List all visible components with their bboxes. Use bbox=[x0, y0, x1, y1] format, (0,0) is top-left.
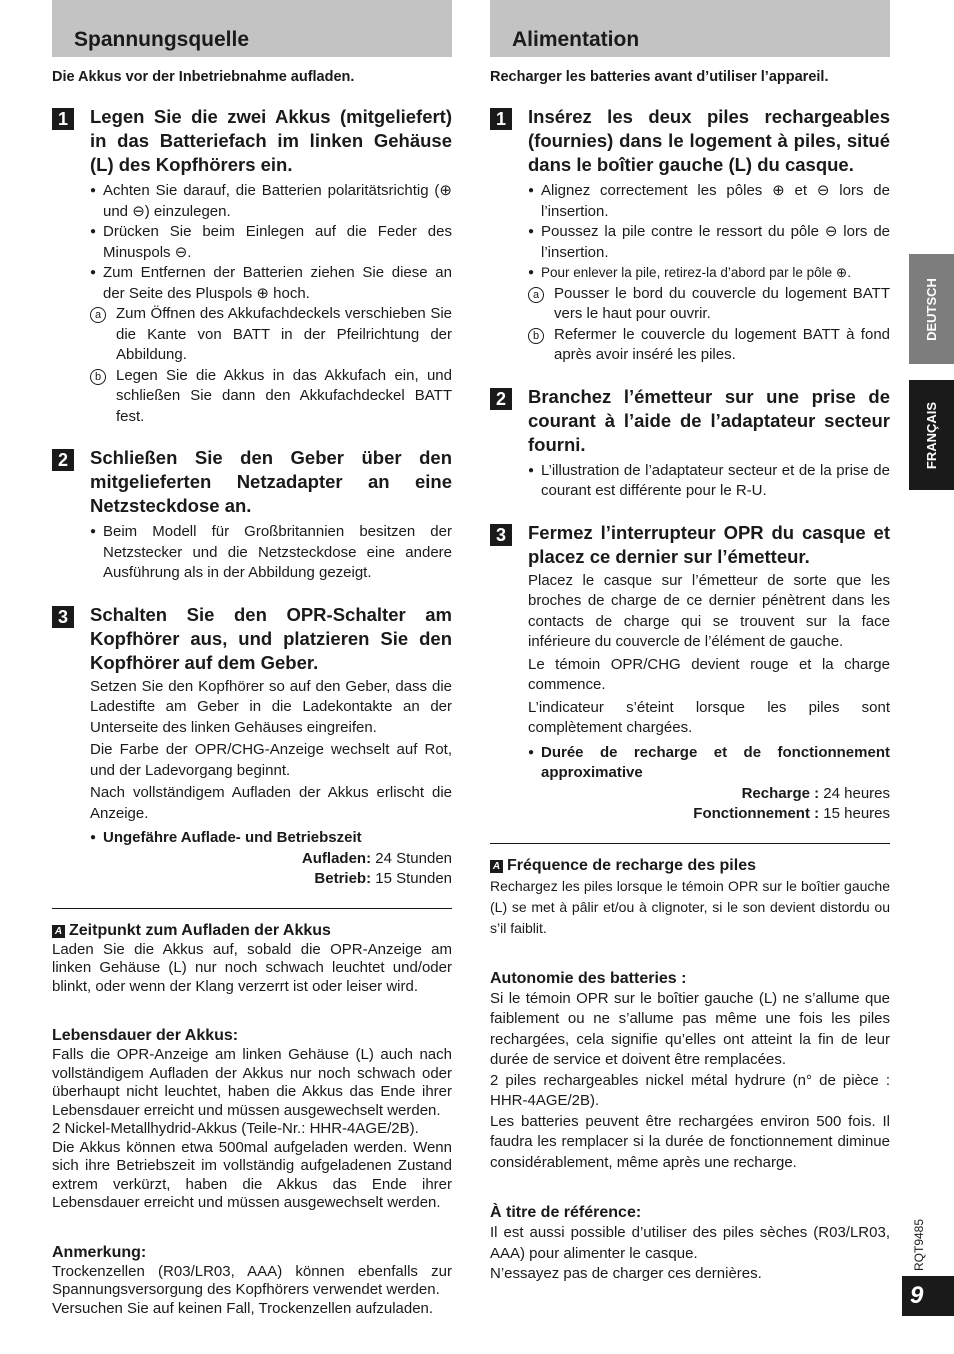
step-2 bbox=[52, 446, 452, 584]
step-3 bbox=[490, 521, 890, 825]
subsection-heading: À titre de référence: bbox=[490, 1204, 642, 1221]
subsection-heading: Autonomie des batteries : bbox=[490, 969, 687, 987]
subsection-title: Fréquence de recharge des piles bbox=[507, 856, 756, 874]
subsection-body: Versuchen Sie auf keinen Fall, Trockenzellen aufzuladen. bbox=[52, 1299, 434, 1317]
intro-text: Recharger les batteries avant d’utiliser l’appareil. bbox=[490, 69, 829, 85]
body-paragraph: Placez le casque sur l’émetteur de sorte que les broches de charge de ce dernier pénètrent dans les contacts de charge qui se trouvent sur la face inférieure du couvercle de l’élément de gauche. bbox=[528, 571, 890, 650]
body-paragraph: Le témoin OPR/CHG devient rouge et la charge commence. bbox=[528, 655, 890, 693]
bullet-item: ● Drücken Sie beim Einlegen auf die Feder des Minuspols ⊖. bbox=[90, 222, 452, 263]
step-title: Legen Sie die zwei Akkus (mitgeliefert) in das Batteriefach im linken Gehäuse (L) des Kopfhörers ein. bbox=[90, 106, 452, 175]
step-number: 3 bbox=[490, 524, 512, 546]
run-time bbox=[528, 804, 890, 825]
divider bbox=[52, 908, 452, 909]
subsection-body: Trockenzellen (R03/LR03, AAA) können ebenfalls zur Spannungsversorgung des Kopfhörers verwendet werden. bbox=[52, 1262, 452, 1298]
bullet-item: ● L’illustration de l’adaptateur secteur et de la prise de courant est différente pour le R-U. bbox=[528, 461, 890, 502]
step-number: 3 bbox=[52, 606, 74, 628]
sub-item-a bbox=[528, 284, 890, 325]
step-number: 1 bbox=[490, 108, 512, 130]
bullet-list bbox=[90, 522, 452, 584]
a-box-icon: A bbox=[490, 860, 503, 873]
run-value: 15 heures bbox=[819, 805, 890, 822]
step-title: Schließen Sie den Geber über den mitgelieferten Netzadapter an eine Netzsteckdose an. bbox=[90, 447, 452, 516]
subsection-title: Zeitpunkt zum Aufladen der Akkus bbox=[69, 921, 331, 939]
subsection-heading bbox=[490, 856, 890, 876]
step-1 bbox=[490, 105, 890, 366]
subsection-body: Die Akkus können etwa 500mal aufgeladen werden. Wenn sich ihre Betriebszeit im vollständig aufgeladenen Zustand extrem verkürzt, haben die Akkus das Ende ihrer Lebensdauer erreicht und müssen ausgewechselt werden. bbox=[52, 1138, 452, 1211]
language-tab-francais bbox=[909, 380, 954, 490]
run-value: 15 Stunden bbox=[371, 870, 452, 887]
section-title: Spannungsquelle bbox=[52, 0, 452, 57]
step-3 bbox=[52, 603, 452, 890]
body-paragraph: Nach vollständigem Aufladen der Akkus erlischt die Anzeige. bbox=[90, 784, 452, 822]
sub-item-text: Zum Öffnen des Akkufachdeckels verschieben Sie die Kante von BATT in der Pfeilrichtung der Abbildung. bbox=[116, 305, 452, 363]
charge-time bbox=[528, 784, 890, 805]
subsection-body: Il est aussi possible d’utiliser des piles sèches (R03/LR03, AAA) pour alimenter le casque. bbox=[490, 1224, 890, 1262]
body-paragraph: Die Farbe der OPR/CHG-Anzeige wechselt auf Rot, und der Ladevorgang beginnt. bbox=[90, 741, 452, 779]
charge-time bbox=[90, 849, 452, 870]
step-title: Branchez l’émetteur sur une prise de courant à l’aide de l’adaptateur secteur fourni. bbox=[528, 385, 890, 455]
language-tab-deutsch bbox=[909, 254, 954, 364]
run-label: Fonctionnement : bbox=[693, 805, 820, 822]
circle-a-icon: a bbox=[90, 307, 106, 323]
step-title: Insérez les deux piles rechargeables (fournies) dans le logement à piles, situé dans le boîtier gauche (L) du casque. bbox=[528, 106, 890, 175]
step-title: Schalten Sie den OPR-Schalter am Kopfhörer aus, und platzieren Sie den Kopfhörer auf dem Geber. bbox=[90, 603, 452, 673]
time-heading: ● Ungefähre Auflade- und Betriebszeit bbox=[90, 828, 452, 849]
charge-value: 24 Stunden bbox=[371, 849, 452, 867]
page-number: 9 bbox=[902, 1276, 954, 1316]
bullet-list bbox=[528, 461, 890, 502]
step-2 bbox=[490, 385, 890, 502]
sub-item-text: Refermer le couvercle du logement BATT à fond après avoir inséré les piles. bbox=[554, 325, 890, 363]
column-french bbox=[490, 0, 890, 1285]
bullet-item: ● Zum Entfernen der Batterien ziehen Sie diese an der Seite des Pluspols ⊕ hoch. bbox=[90, 263, 452, 304]
body-paragraph: Setzen Sie den Kopfhörer so auf den Geber, dass die Ladestifte am Geber in die Ladekontakte an der Unterseite des linken Gehäuses eingreifen. bbox=[90, 677, 452, 736]
a-box-icon: A bbox=[52, 925, 65, 938]
step-number: 2 bbox=[490, 388, 512, 410]
subsection-body: Les batteries peuvent être rechargées environ 500 fois. Il faudra les remplacer si la durée de fonctionnement diminue considérablement, même après une recharge. bbox=[490, 1112, 890, 1171]
charge-label: Recharge : bbox=[741, 784, 820, 802]
sub-item-b bbox=[90, 366, 452, 428]
bullet-list bbox=[90, 181, 452, 427]
subsection-heading bbox=[52, 921, 452, 941]
charge-value: 24 heures bbox=[819, 784, 890, 802]
bullet-list bbox=[528, 743, 890, 784]
sub-item-a bbox=[90, 304, 452, 366]
subsection-body: 2 Nickel-Metallhydrid-Akkus (Teile-Nr.: HHR-4AGE/2B). bbox=[52, 1120, 419, 1137]
bullet-list bbox=[90, 828, 452, 849]
run-label: Betrieb: bbox=[314, 870, 372, 887]
column-german bbox=[52, 0, 452, 1318]
model-code: RQT9485 bbox=[912, 1218, 927, 1272]
time-heading: ● Durée de recharge et de fonctionnement approximative bbox=[528, 743, 890, 784]
body-paragraph: L’indicateur s’éteint lorsque les piles sont complètement chargées. bbox=[528, 698, 890, 736]
sub-item-text: Pousser le bord du couvercle du logement BATT vers le haut pour ouvrir. bbox=[554, 284, 890, 322]
subsection-body: Si le témoin OPR sur le boîtier gauche (L) ne s’allume que faiblement ou ne s’allume pas même une fois les piles rechargées, cela signifie qu’elles ont atteint la fin de leur durée de service et doivent être remplacées. bbox=[490, 989, 890, 1068]
bullet-item: ● Alignez correctement les pôles ⊕ et ⊖ lors de l’insertion. bbox=[528, 181, 890, 222]
step-number: 1 bbox=[52, 108, 74, 130]
divider bbox=[490, 843, 890, 844]
bullet-list bbox=[528, 181, 890, 366]
subsection-body: Laden Sie die Akkus auf, sobald die OPR-Anzeige am linken Gehäuse (L) nur noch schwach leuchtet und/oder blinkt, oder wenn der Klang verzerrt ist oder leiser wird. bbox=[52, 940, 452, 995]
subsection-heading: Lebensdauer der Akkus: bbox=[52, 1027, 239, 1044]
step-title: Fermez l’interrupteur OPR du casque et placez ce dernier sur l’émetteur. bbox=[528, 521, 890, 567]
step-1 bbox=[52, 105, 452, 427]
bullet-item: ● Achten Sie darauf, die Batterien polaritätsrichtig (⊕ und ⊖) einzulegen. bbox=[90, 181, 452, 222]
circle-b-icon: b bbox=[90, 369, 106, 385]
tab-label: FRANÇAIS bbox=[924, 401, 940, 469]
section-title: Alimentation bbox=[490, 0, 890, 57]
bullet-item: ● Pour enlever la pile, retirez-la d’abord par le pôle ⊕. bbox=[528, 263, 890, 284]
sub-item-text: Legen Sie die Akkus in das Akkufach ein, und schließen Sie dann den Akkufachdeckel BATT fest. bbox=[116, 366, 452, 425]
run-time bbox=[90, 869, 452, 890]
subsection-body: Rechargez les piles lorsque le témoin OPR sur le boîtier gauche (L) se met à pâlir et/ou à clignoter, si le son devient distordu ou s’il faiblit. bbox=[490, 877, 890, 936]
subsection-body: Falls die OPR-Anzeige am linken Gehäuse (L) auch nach vollständigem Aufladen der Akkus nur noch schwach oder überhaupt nicht leuchtet, haben die Akkus das Ende ihrer Lebensdauer erreicht und müssen ausgewechselt werden. bbox=[52, 1046, 452, 1119]
sub-item-b bbox=[528, 325, 890, 366]
circle-a-icon: a bbox=[528, 287, 544, 303]
charge-label: Aufladen: bbox=[301, 849, 372, 867]
subsection-body: 2 piles rechargeables nickel métal hydrure (n° de pièce : HHR-4AGE/2B). bbox=[490, 1071, 890, 1109]
bullet-item: ● Beim Modell für Großbritannien besitzen der Netzstecker und die Netzsteckdose eine andere Ausführung als in der Abbildung gezeigt. bbox=[90, 522, 452, 584]
bullet-item: ● Poussez la pile contre le ressort du pôle ⊖ lors de l’insertion. bbox=[528, 222, 890, 263]
circle-b-icon: b bbox=[528, 328, 544, 344]
subsection-body: N’essayez pas de charger ces dernières. bbox=[490, 1265, 762, 1282]
intro-text: Die Akkus vor der Inbetriebnahme aufladen. bbox=[52, 69, 355, 85]
step-number: 2 bbox=[52, 449, 74, 471]
tab-label: DEUTSCH bbox=[924, 277, 939, 341]
subsection-heading: Anmerkung: bbox=[52, 1243, 147, 1261]
